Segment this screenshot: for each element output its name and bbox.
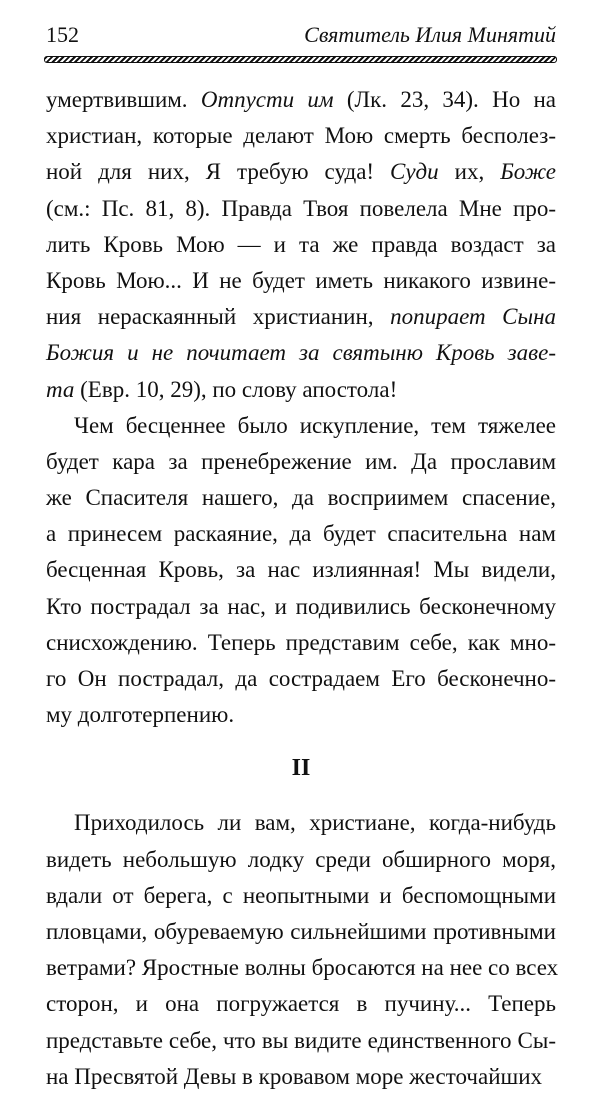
text-line: Кровь Мою... И не будет иметь никакого извине-: [46, 267, 556, 293]
italic-quote: Отпусти им: [200, 87, 334, 112]
text-line: ния нераскаянный христианин, попирает Сына: [46, 304, 557, 330]
text-line: же Спасителя нашего, да восприимем спасение,: [46, 485, 556, 511]
text-line: сторон, и она погружается в пучину... Теперь: [46, 991, 556, 1017]
text-line: а принесем раскаяние, да будет спасительна нам: [46, 521, 556, 547]
text-line: умертвившим. Отпусти им (Лк. 23, 34). Но на: [46, 87, 556, 112]
page-header: [46, 22, 556, 52]
text-line: му долготерпению.: [46, 702, 235, 728]
italic-quote: Божия и не почитает за святыню Кровь заве-: [46, 340, 556, 366]
text-line: ной для них, Я требую суда! Суди их, Боже: [46, 159, 556, 185]
text-line: христиан, которые делают Мою смерть бесполез-: [46, 123, 556, 149]
text-line: вдали от берега, с неопытными и беспомощными: [46, 882, 556, 908]
italic-quote: Суди: [390, 159, 439, 185]
text-line: бесценная Кровь, за нас излиянная! Мы видели,: [46, 557, 556, 583]
text-line: на Пресвятой Девы в кровавом море жесточайших: [46, 1063, 543, 1089]
text-line: пловцами, обуреваемую сильнейшими противными: [46, 918, 556, 944]
text-line: видеть небольшую лодку среди обширного моря,: [46, 846, 556, 872]
italic-quote: та: [46, 376, 75, 402]
page-number: 152: [46, 22, 79, 47]
text-line: ветрами? Яростные волны бросаются на нее со всех: [46, 955, 559, 981]
text-line: Чем бесценнее было искупление, тем тяжелее: [74, 412, 556, 438]
text-line: (см.: Пс. 81, 8). Правда Твоя повелела Мне про-: [46, 195, 556, 221]
text-line: го Он пострадал, да сострадаем Его бесконечно-: [46, 666, 556, 691]
italic-quote: Боже: [500, 159, 556, 185]
italic-quote: попирает Сына: [390, 304, 557, 330]
page-body: [46, 82, 559, 1095]
text-line: Приходилось ли вам, христиане, когда-нибудь: [74, 810, 556, 836]
paragraph-3: [46, 805, 559, 1095]
text-line: снисхождению. Теперь представим себе, как мно-: [46, 629, 556, 655]
paragraph-1: [46, 82, 556, 408]
paragraph-2: [46, 408, 556, 734]
section-heading: II: [291, 755, 311, 782]
running-title: Святитель Илия Минятий: [304, 22, 556, 47]
text-line: лить Кровь Мою — и та же правда воздаст за: [46, 231, 556, 257]
decorative-rope-rule: [44, 56, 557, 63]
text-line: представьте себе, что вы видите единственного Сы-: [46, 1027, 556, 1053]
text-line: будет кара за пренебрежение им. Да прославим: [46, 448, 556, 474]
text-line: [46, 335, 556, 371]
text-line: Кто пострадал за нас, и подивились бесконечному: [46, 593, 556, 619]
text-line: та (Евр. 10, 29), по слову апостола!: [46, 376, 398, 402]
